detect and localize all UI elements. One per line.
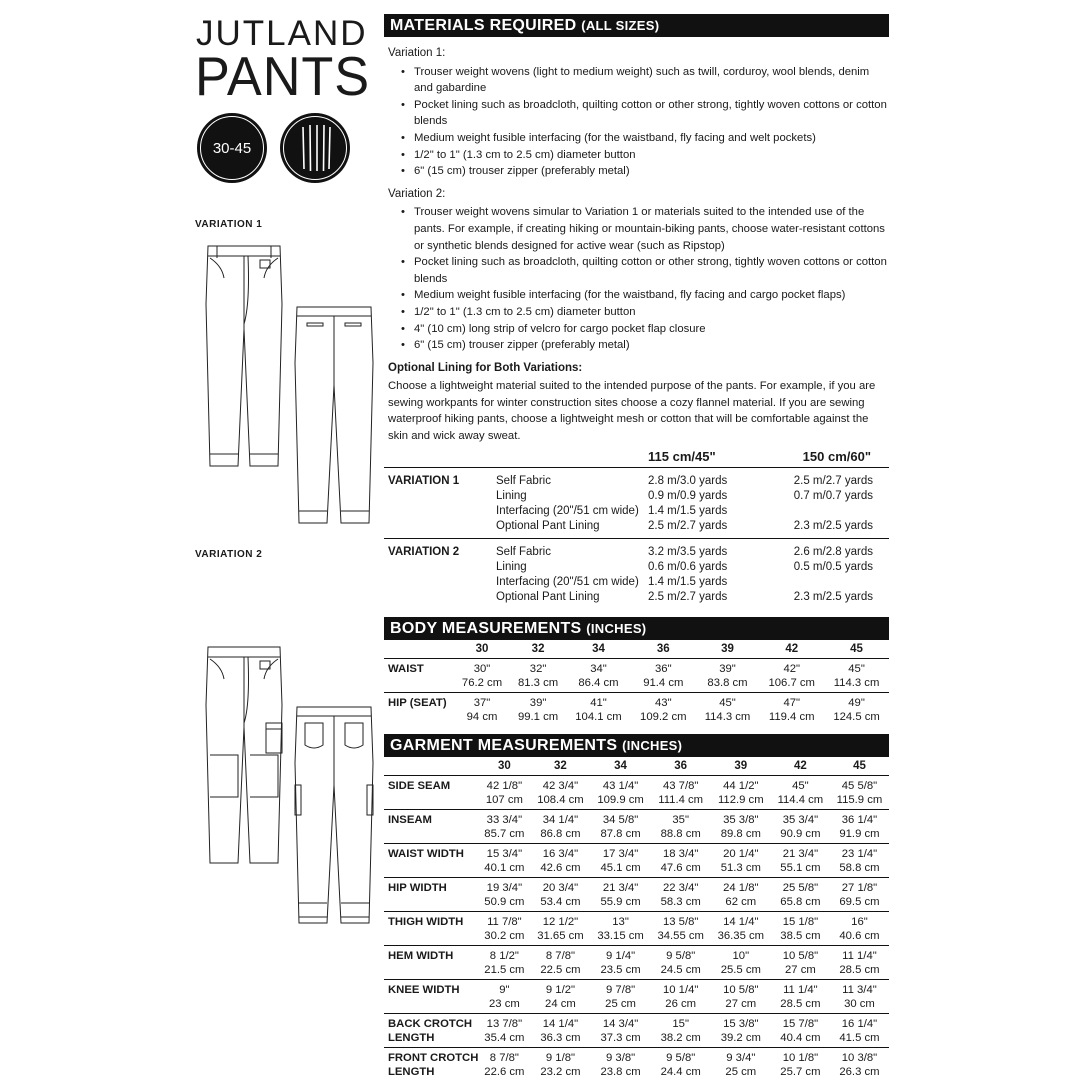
yardage-group-v2: VARIATION 2 Self Fabric Lining Interfacing (20"/51 cm wide) Optional Pant Lining 3.2 m/3.5 yards 0.6 m/0.6 yards 1.4 m/1.5 yards 2.5 m/2.7 yards 2.6 m/2.8 yards 0.5 m/0.5 yards 2.3 m/2.5 yards: [384, 538, 889, 609]
measure-cell: 8 1/2" 21.5 cm: [484, 949, 525, 976]
measure-cell: 10 1/8" 25.7 cm: [780, 1051, 821, 1078]
measure-cell: 9 7/8" 25 cm: [605, 983, 636, 1010]
table-row: [384, 775, 889, 809]
measure-cell: 10 3/8" 26.3 cm: [839, 1051, 880, 1078]
left-panel: [0, 0, 380, 1080]
title-line1: JUTLAND: [196, 14, 368, 53]
measure-cell: 39" 83.8 cm: [707, 662, 748, 689]
list-item: • 1/2" to 1" (1.3 cm to 2.5 cm) diameter button: [412, 304, 889, 321]
measure-cell: 34 5/8" 87.8 cm: [600, 813, 641, 840]
row-label: FRONT CROTCH: [388, 1051, 479, 1064]
size-header: 45: [850, 642, 863, 655]
measure-cell: 42 3/4" 108.4 cm: [537, 779, 584, 806]
yardage-group-v1: VARIATION 1 Self Fabric Lining Interfacing (20"/51 cm wide) Optional Pant Lining 2.8 m/3.0 yards 0.9 m/0.9 yards 1.4 m/1.5 yards 2.5 m/2.7 yards 2.5 m/2.7 yards 0.7 m/0.7 yards 2.3 m/2.5 yards: [384, 467, 889, 538]
table-row: [384, 843, 889, 877]
v2-list: [384, 204, 889, 353]
measure-cell: 15 1/8" 38.5 cm: [780, 915, 821, 942]
size-header: 39: [721, 642, 734, 655]
body-heading: BODY MEASUREMENTS (INCHES): [384, 617, 889, 640]
size-header: 39: [734, 759, 748, 772]
measure-cell: 42" 106.7 cm: [768, 662, 815, 689]
table-row: [384, 692, 889, 726]
variation-2-back-drawing: [293, 705, 375, 927]
materials-section: [384, 45, 889, 445]
measure-cell: 13 5/8" 34.55 cm: [657, 915, 704, 942]
measure-cell: 9 3/4" 25 cm: [725, 1051, 757, 1078]
list-item: • 6" (15 cm) trouser zipper (preferably metal): [412, 163, 889, 180]
list-item: • 1/2" to 1" (1.3 cm to 2.5 cm) diameter button: [412, 147, 889, 164]
measure-cell: 44 1/2" 112.9 cm: [717, 779, 764, 806]
measure-cell: 8 7/8" 22.5 cm: [540, 949, 581, 976]
measure-cell: 25 5/8" 65.8 cm: [780, 881, 821, 908]
yardage-col2-header: 150 cm/60": [802, 448, 871, 464]
variation-2-front-drawing: [204, 645, 284, 867]
measure-cell: 10 5/8" 27 cm: [782, 949, 819, 976]
measure-cell: 23 1/4" 58.8 cm: [839, 847, 880, 874]
measure-cell: 27 1/8" 69.5 cm: [839, 881, 880, 908]
row-label: BACK CROTCH: [388, 1017, 473, 1030]
list-item: • Trouser weight wovens simular to Variation 1 or materials suited to the intended use of the pants. For example, if creating hiking or mountain-biking pants, choose water-resistant cottons or synthetic blends designed for active wear (such as Ripstop): [412, 204, 889, 254]
measure-cell: 35" 88.8 cm: [660, 813, 701, 840]
table-row: [384, 809, 889, 843]
row-label: KNEE WIDTH: [388, 983, 460, 996]
measure-cell: 20 1/4" 51.3 cm: [720, 847, 761, 874]
measure-cell: 43 1/4" 109.9 cm: [597, 779, 644, 806]
v2-title: Variation 2:: [388, 187, 446, 200]
variation-1-label: VARIATION 1: [195, 219, 263, 230]
measure-cell: 18 3/4" 47.6 cm: [660, 847, 701, 874]
measure-cell: 21 3/4" 55.9 cm: [600, 881, 641, 908]
row-label: HEM WIDTH: [388, 949, 454, 962]
variation-1-front-drawing: [204, 244, 284, 469]
measure-cell: 43" 109.2 cm: [640, 696, 687, 723]
row-label: THIGH WIDTH: [388, 915, 464, 928]
measure-cell: 24 1/8" 62 cm: [723, 881, 759, 908]
size-header: 32: [531, 642, 545, 655]
measure-cell: 13 7/8" 35.4 cm: [484, 1017, 525, 1044]
list-item: • Medium weight fusible interfacing (for the waistband, fly facing and welt pockets): [412, 130, 889, 147]
row-label-line2: LENGTH: [388, 1065, 435, 1078]
measure-cell: 49" 124.5 cm: [833, 696, 880, 723]
measure-cell: 16 1/4" 41.5 cm: [839, 1017, 880, 1044]
table-row: [384, 877, 889, 911]
body-measurements-table: [384, 640, 889, 726]
row-label: HIP (SEAT): [388, 696, 447, 709]
measure-cell: 45" 114.3 cm: [833, 662, 880, 689]
measure-cell: 14 1/4" 36.3 cm: [540, 1017, 581, 1044]
measure-cell: 36" 91.4 cm: [643, 662, 684, 689]
row-label: SIDE SEAM: [388, 779, 451, 792]
size-header: 32: [554, 759, 567, 772]
measure-cell: 19 3/4" 50.9 cm: [484, 881, 525, 908]
measure-cell: 9 1/4" 23.5 cm: [600, 949, 641, 976]
measure-cell: 13" 33.15 cm: [597, 915, 644, 942]
measure-cell: 35 3/8" 89.8 cm: [720, 813, 761, 840]
row-label: HIP WIDTH: [388, 881, 447, 894]
optional-lining-title: Optional Lining for Both Variations:: [388, 361, 583, 374]
row-label: INSEAM: [388, 813, 432, 826]
table-row: [384, 911, 889, 945]
measure-cell: 22 3/4" 58.3 cm: [660, 881, 701, 908]
measure-cell: 15 3/8" 39.2 cm: [720, 1017, 761, 1044]
measure-cell: 11 1/4" 28.5 cm: [839, 949, 880, 976]
measure-cell: 33 3/4" 85.7 cm: [484, 813, 525, 840]
measure-cell: 9" 23 cm: [488, 983, 520, 1010]
measure-cell: 15 7/8" 40.4 cm: [780, 1017, 821, 1044]
measure-cell: 21 3/4" 55.1 cm: [780, 847, 821, 874]
table-row: [384, 1047, 889, 1081]
garment-heading: GARMENT MEASUREMENTS (INCHES): [384, 734, 889, 757]
size-header: 30: [475, 642, 489, 655]
measure-cell: 8 7/8" 22.6 cm: [484, 1051, 525, 1078]
table-row: [384, 979, 889, 1013]
v1-list: [384, 64, 889, 180]
measure-cell: 16" 40.6 cm: [839, 915, 880, 942]
measure-cell: 11 1/4" 28.5 cm: [780, 983, 821, 1010]
row-label-line2: LENGTH: [388, 1031, 435, 1044]
garment-measurements-table: [384, 757, 889, 1081]
measure-cell: 9 5/8" 24.5 cm: [660, 949, 701, 976]
measure-cell: 43 7/8" 111.4 cm: [658, 779, 704, 806]
measure-cell: 15" 38.2 cm: [660, 1017, 701, 1044]
variation-1-back-drawing: [293, 305, 375, 527]
row-label: WAIST WIDTH: [388, 847, 464, 860]
measure-cell: 34 1/4" 86.8 cm: [540, 813, 581, 840]
list-item: • 4" (10 cm) long strip of velcro for cargo pocket flap closure: [412, 321, 889, 338]
measure-cell: 14 1/4" 36.35 cm: [717, 915, 765, 942]
table-row: [384, 1013, 889, 1047]
list-item: • 6" (15 cm) trouser zipper (preferably metal): [412, 337, 889, 354]
list-item: • Pocket lining such as broadcloth, quilting cotton or other strong, tightly woven cottons or cotton blends: [412, 97, 889, 130]
measure-cell: 37" 94 cm: [466, 696, 498, 723]
measure-cell: 42 1/8" 107 cm: [485, 779, 523, 806]
yardage-col1-header: 115 cm/45": [648, 448, 716, 464]
measure-cell: 9 1/2" 24 cm: [545, 983, 576, 1010]
list-item: • Trouser weight wovens (light to medium weight) such as twill, corduroy, wool blends, denim and gabardine: [412, 64, 889, 97]
list-item: • Pocket lining such as broadcloth, quilting cotton or other strong, tightly woven cottons or cotton blends: [412, 254, 889, 287]
size-header: 30: [497, 759, 511, 772]
measure-cell: 20 3/4" 53.4 cm: [540, 881, 581, 908]
measure-cell: 34" 86.4 cm: [578, 662, 619, 689]
table-row: [384, 658, 889, 692]
sewing-needles-icon: [280, 113, 350, 183]
measure-cell: 11 7/8" 30.2 cm: [484, 915, 525, 942]
measure-cell: 17 3/4" 45.1 cm: [600, 847, 641, 874]
size-header: 34: [592, 642, 605, 655]
measure-cell: 15 3/4" 40.1 cm: [484, 847, 525, 874]
optional-lining-text: Choose a lightweight material suited to the intended purpose of the pants. For example, if you are sewing workpants for winter construction sites choose a cozy flannel material. If you are sewing waterproof hiking pants, choose a lightweight mesh or cotton that will be comfortable against the skin and wick away sweat.: [388, 380, 876, 443]
v1-title: Variation 1:: [388, 47, 446, 59]
row-label: WAIST: [388, 662, 424, 675]
measure-cell: 47" 119.4 cm: [768, 696, 815, 723]
measure-cell: 45 5/8" 115.9 cm: [836, 779, 883, 806]
measure-cell: 14 3/4" 37.3 cm: [600, 1017, 641, 1044]
yardage-table: [384, 449, 889, 609]
size-header: 42: [794, 759, 807, 772]
materials-heading: MATERIALS REQUIRED (ALL SIZES): [384, 14, 889, 37]
measure-cell: 9 1/8" 23.2 cm: [540, 1051, 581, 1078]
size-header: 42: [785, 642, 799, 655]
size-header: 45: [853, 759, 866, 772]
measure-cell: 36 1/4" 91.9 cm: [839, 813, 880, 840]
table-row: [384, 945, 889, 979]
measure-cell: 35 3/4" 90.9 cm: [780, 813, 821, 840]
measure-cell: 45" 114.4 cm: [777, 779, 824, 806]
size-range-badge: [197, 113, 267, 183]
measure-cell: 10 1/4" 26 cm: [662, 983, 699, 1010]
measure-cell: 11 3/4" 30 cm: [842, 983, 877, 1010]
size-header: 36: [656, 642, 670, 655]
measure-cell: 9 5/8" 24.4 cm: [660, 1051, 701, 1078]
measure-cell: 39" 99.1 cm: [517, 696, 559, 723]
measure-cell: 32" 81.3 cm: [517, 662, 559, 689]
measure-cell: 12 1/2" 31.65 cm: [537, 915, 584, 942]
measure-cell: 41" 104.1 cm: [575, 696, 622, 723]
list-item: • Medium weight fusible interfacing (for the waistband, fly facing and cargo pocket flaps): [412, 287, 889, 304]
title-line2: PANTS: [195, 45, 371, 107]
right-panel: [384, 14, 889, 1081]
variation-2-label: VARIATION 2: [195, 549, 263, 560]
size-range-text: 30-45: [212, 139, 252, 157]
size-header: 36: [674, 759, 688, 772]
measure-cell: 30" 76.2 cm: [461, 662, 503, 689]
measure-cell: 9 3/8" 23.8 cm: [600, 1051, 641, 1078]
measure-cell: 45" 114.3 cm: [704, 696, 751, 723]
measure-cell: 16 3/4" 42.6 cm: [540, 847, 581, 874]
measure-cell: 10 5/8" 27 cm: [723, 983, 759, 1010]
size-header: 34: [614, 759, 627, 772]
measure-cell: 10" 25.5 cm: [720, 949, 761, 976]
